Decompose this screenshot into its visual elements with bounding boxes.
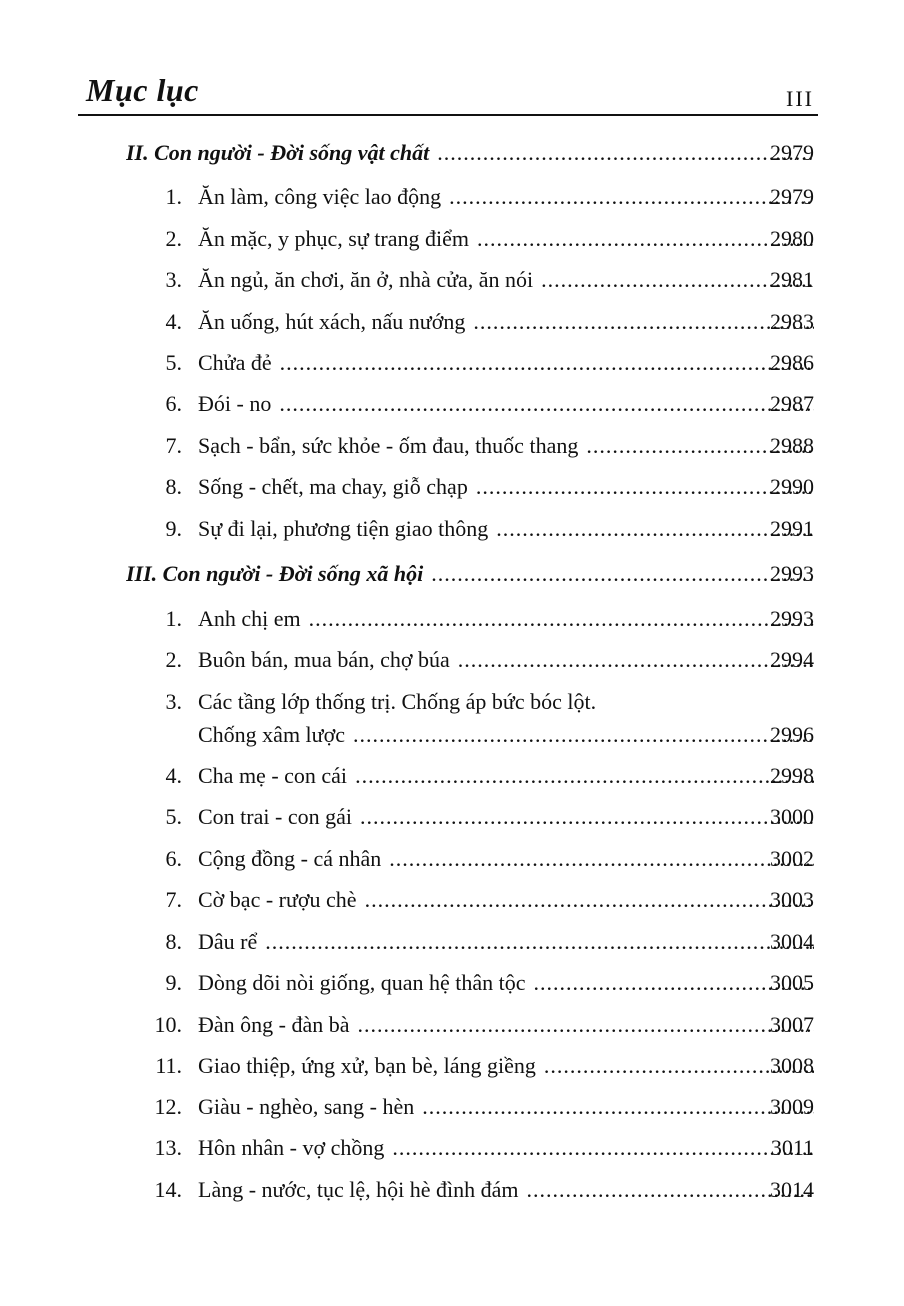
toc-entry-title: Đàn ông - đàn bà	[198, 1012, 350, 1037]
toc-entry-row	[0, 184, 904, 216]
toc-entry-row	[0, 929, 904, 961]
header-title: Mục lục	[86, 72, 199, 108]
toc-page-number: 2987	[770, 391, 814, 416]
toc-page-number: 3002	[770, 846, 814, 871]
leader-dots	[279, 391, 814, 417]
toc-page-number: 3004	[770, 929, 814, 954]
toc-page-number: 3005	[770, 970, 814, 995]
leader-dots	[365, 887, 814, 913]
leader-dots	[449, 184, 814, 210]
toc-entry-title: Cộng đồng - cá nhân	[198, 846, 382, 871]
toc-entry-title: Giàu - nghèo, sang - hèn	[198, 1094, 415, 1119]
toc-entry-title: Hôn nhân - vợ chồng	[198, 1135, 385, 1160]
toc-entry-row	[0, 1135, 904, 1167]
toc-entry-title: Ăn làm, công việc lao động	[198, 184, 442, 209]
toc-page-number: 3007	[770, 1012, 814, 1037]
toc-entry-row	[0, 970, 904, 1002]
toc-entry-title: Làng - nước, tục lệ, hội hè đình đám	[198, 1177, 519, 1202]
toc-section-row	[0, 140, 904, 172]
leader-dots	[280, 350, 814, 376]
toc-entry-title-continuation: Chống xâm lược	[198, 722, 345, 747]
toc-entry-title: Buôn bán, mua bán, chợ búa	[198, 647, 450, 672]
leader-dots	[473, 309, 814, 335]
toc-page-number: 2993	[770, 561, 814, 586]
toc-entry-number: 6.	[165, 391, 182, 416]
toc-entry-title: Chửa đẻ	[198, 350, 272, 375]
toc-entry-number: 13.	[154, 1135, 182, 1160]
toc-entry-number: 4.	[165, 763, 182, 788]
leader-dots	[309, 606, 814, 632]
toc-entry-title: Dâu rể	[198, 929, 258, 954]
toc-entry-row	[0, 846, 904, 878]
toc-entry-title: Đói - no	[198, 391, 272, 416]
toc-entry-row	[0, 1177, 904, 1209]
leader-dots	[353, 722, 814, 748]
toc-entry-number: 3.	[165, 267, 182, 292]
toc-page-number: 3000	[770, 804, 814, 829]
leader-dots	[458, 647, 814, 673]
toc-entry-number: 5.	[165, 804, 182, 829]
toc-page-number: 2991	[770, 516, 814, 541]
leader-dots	[477, 226, 814, 252]
toc-entry-number: 7.	[165, 433, 182, 458]
toc-entry-row	[0, 309, 904, 341]
toc-entry-row	[0, 763, 904, 795]
toc-entry-title: Con trai - con gái	[198, 804, 352, 829]
leader-dots	[265, 929, 814, 955]
toc-entry-row	[0, 1012, 904, 1044]
toc-entry-number: 8.	[165, 474, 182, 499]
toc-entry-title: Ăn mặc, y phục, sự trang điểm	[198, 226, 469, 251]
toc-entry-title: Ăn ngủ, ăn chơi, ăn ở, nhà cửa, ăn nói	[198, 267, 534, 292]
toc-entry-row	[0, 689, 904, 721]
toc-entry-title: Giao thiệp, ứng xử, bạn bè, láng giềng	[198, 1053, 536, 1078]
toc-page-number: 2990	[770, 474, 814, 499]
leader-dots	[358, 1012, 814, 1038]
toc-entry-row	[0, 804, 904, 836]
toc-page-number: 2993	[770, 606, 814, 631]
toc-page-number: 2983	[770, 309, 814, 334]
toc-entry-continuation-row	[0, 722, 904, 754]
toc-entry-number: 5.	[165, 350, 182, 375]
toc-entry-row	[0, 516, 904, 548]
toc-entry-title: Anh chị em	[198, 606, 301, 631]
toc-page-number: 2994	[770, 647, 814, 672]
toc-entry-number: 11.	[155, 1053, 182, 1078]
toc-entry-row	[0, 350, 904, 382]
toc-entry-number: 3.	[165, 689, 182, 714]
toc-entry-row	[0, 267, 904, 299]
leader-dots	[431, 561, 814, 587]
toc-entry-title: Sạch - bẩn, sức khỏe - ốm đau, thuốc thang	[198, 433, 579, 458]
toc-entry-row	[0, 433, 904, 465]
toc-entry-number: 9.	[165, 970, 182, 995]
toc-page-number: 3011	[770, 1135, 814, 1160]
leader-dots	[496, 516, 814, 542]
toc-entry-number: 8.	[165, 929, 182, 954]
toc-entry-number: 14.	[154, 1177, 182, 1202]
toc-entry-title: Sống - chết, ma chay, giỗ chạp	[198, 474, 468, 499]
toc-entry-number: 6.	[165, 846, 182, 871]
toc-entry-row	[0, 1094, 904, 1126]
leader-dots	[392, 1135, 814, 1161]
toc-page-number: 2988	[770, 433, 814, 458]
leader-dots	[476, 474, 814, 500]
toc-entry-title: Sự đi lại, phương tiện giao thông	[198, 516, 489, 541]
toc-page-number: 3008	[770, 1053, 814, 1078]
toc-entry-number: 4.	[165, 309, 182, 334]
toc-entry-title: Cha mẹ - con cái	[198, 763, 348, 788]
toc-page-number: 3009	[770, 1094, 814, 1119]
leader-dots	[422, 1094, 814, 1120]
toc-page-number: 3014	[770, 1177, 814, 1202]
toc-entry-row	[0, 606, 904, 638]
toc-entry-row	[0, 474, 904, 506]
toc-entry-number: 7.	[165, 887, 182, 912]
toc-page-number: 2986	[770, 350, 814, 375]
toc-entry-title: Dòng dõi nòi giống, quan hệ thân tộc	[198, 970, 526, 995]
leader-dots	[355, 763, 814, 789]
toc-page-number: 2980	[770, 226, 814, 251]
toc-entry-row	[0, 647, 904, 679]
toc-entry-row	[0, 391, 904, 423]
toc-entry-row	[0, 887, 904, 919]
toc-entry-row	[0, 1053, 904, 1085]
toc-entry-title: Ăn uống, hút xách, nấu nướng	[198, 309, 466, 334]
toc-page-number: 2981	[770, 267, 814, 292]
toc-entry-number: 2.	[165, 647, 182, 672]
leader-dots	[360, 804, 814, 830]
toc-entry-number: 1.	[165, 606, 182, 631]
toc-entry-title: Cờ bạc - rượu chè	[198, 887, 357, 912]
toc-page-number: 2996	[770, 722, 814, 747]
toc-entry-number: 12.	[154, 1094, 182, 1119]
toc-page-number: 2998	[770, 763, 814, 788]
toc-entry-row	[0, 226, 904, 258]
header-page-numeral: III	[786, 86, 814, 111]
toc-page-number: 3003	[770, 887, 814, 912]
toc-section-title: II. Con người - Đời sống vật chất	[126, 140, 430, 165]
toc-entry-number: 9.	[165, 516, 182, 541]
leader-dots	[437, 140, 814, 166]
toc-entry-title: Các tầng lớp thống trị. Chống áp bức bóc lột.	[198, 689, 597, 714]
toc-page-number: 2979	[770, 140, 814, 165]
toc-section-row	[0, 561, 904, 593]
toc-section-title: III. Con người - Đời sống xã hội	[126, 561, 424, 586]
leader-dots	[389, 846, 814, 872]
toc-entry-number: 1.	[165, 184, 182, 209]
toc-entry-number: 2.	[165, 226, 182, 251]
toc-page-number: 2979	[770, 184, 814, 209]
toc-entry-number: 10.	[154, 1012, 182, 1037]
